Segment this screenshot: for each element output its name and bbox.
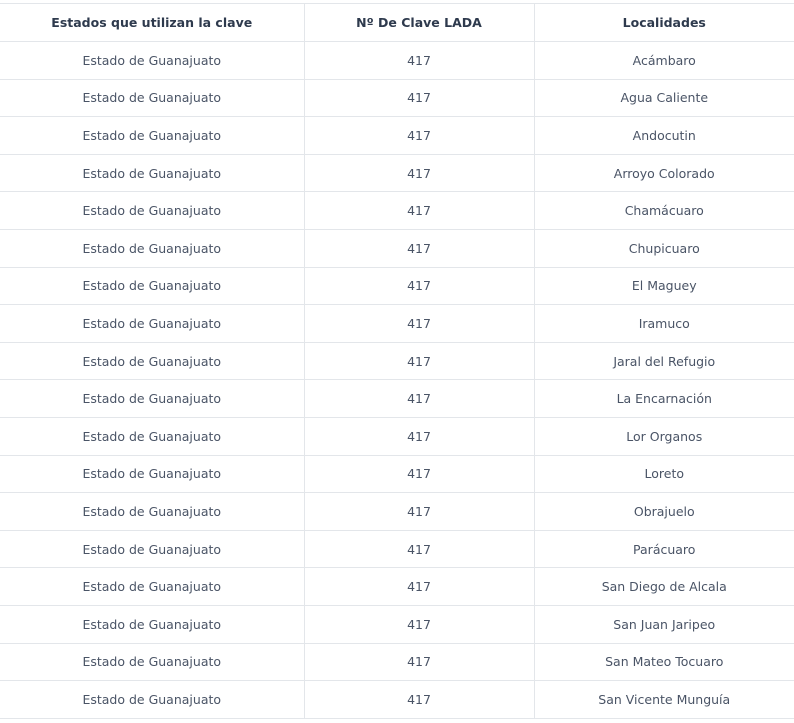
table-row <box>0 605 794 643</box>
cell-state: Estado de Guanajuato <box>0 154 304 192</box>
cell-lada-code: 417 <box>304 530 534 568</box>
table-header <box>0 4 794 42</box>
cell-locality: Andocutin <box>534 117 794 155</box>
cell-state: Estado de Guanajuato <box>0 79 304 117</box>
cell-locality: Loreto <box>534 455 794 493</box>
cell-state: Estado de Guanajuato <box>0 417 304 455</box>
cell-lada-code: 417 <box>304 643 534 681</box>
table-row <box>0 681 794 719</box>
cell-state: Estado de Guanajuato <box>0 305 304 343</box>
table-row <box>0 154 794 192</box>
cell-lada-code: 417 <box>304 493 534 531</box>
cell-state: Estado de Guanajuato <box>0 267 304 305</box>
header-states: Estados que utilizan la clave <box>0 4 304 42</box>
header-row <box>0 4 794 42</box>
cell-locality: Obrajuelo <box>534 493 794 531</box>
cell-state: Estado de Guanajuato <box>0 643 304 681</box>
table-body <box>0 42 794 719</box>
table-row <box>0 568 794 606</box>
cell-lada-code: 417 <box>304 267 534 305</box>
cell-lada-code: 417 <box>304 79 534 117</box>
cell-locality: Lor Organos <box>534 417 794 455</box>
table-row <box>0 455 794 493</box>
table-row <box>0 530 794 568</box>
header-localities: Localidades <box>534 4 794 42</box>
table-row <box>0 342 794 380</box>
cell-state: Estado de Guanajuato <box>0 380 304 418</box>
cell-state: Estado de Guanajuato <box>0 117 304 155</box>
cell-locality: Acámbaro <box>534 42 794 80</box>
cell-state: Estado de Guanajuato <box>0 605 304 643</box>
table-row <box>0 229 794 267</box>
cell-state: Estado de Guanajuato <box>0 455 304 493</box>
header-lada-code: Nº De Clave LADA <box>304 4 534 42</box>
cell-locality: Chupicuaro <box>534 229 794 267</box>
lada-codes-table <box>0 3 794 719</box>
cell-lada-code: 417 <box>304 417 534 455</box>
cell-lada-code: 417 <box>304 681 534 719</box>
cell-lada-code: 417 <box>304 380 534 418</box>
cell-lada-code: 417 <box>304 305 534 343</box>
cell-locality: Jaral del Refugio <box>534 342 794 380</box>
table-row <box>0 417 794 455</box>
cell-lada-code: 417 <box>304 229 534 267</box>
cell-state: Estado de Guanajuato <box>0 530 304 568</box>
cell-locality: Arroyo Colorado <box>534 154 794 192</box>
table-row <box>0 380 794 418</box>
cell-locality: San Diego de Alcala <box>534 568 794 606</box>
table-row <box>0 192 794 230</box>
cell-state: Estado de Guanajuato <box>0 681 304 719</box>
cell-lada-code: 417 <box>304 154 534 192</box>
cell-locality: San Mateo Tocuaro <box>534 643 794 681</box>
cell-lada-code: 417 <box>304 568 534 606</box>
cell-locality: El Maguey <box>534 267 794 305</box>
cell-lada-code: 417 <box>304 455 534 493</box>
table-row <box>0 42 794 80</box>
table-row <box>0 493 794 531</box>
cell-locality: Parácuaro <box>534 530 794 568</box>
cell-locality: Chamácuaro <box>534 192 794 230</box>
cell-lada-code: 417 <box>304 192 534 230</box>
cell-state: Estado de Guanajuato <box>0 192 304 230</box>
cell-lada-code: 417 <box>304 42 534 80</box>
table-row <box>0 267 794 305</box>
cell-lada-code: 417 <box>304 117 534 155</box>
cell-state: Estado de Guanajuato <box>0 229 304 267</box>
cell-locality: Iramuco <box>534 305 794 343</box>
table-row <box>0 79 794 117</box>
table-row <box>0 643 794 681</box>
cell-locality: San Vicente Munguía <box>534 681 794 719</box>
table-row <box>0 305 794 343</box>
table-row <box>0 117 794 155</box>
cell-state: Estado de Guanajuato <box>0 342 304 380</box>
cell-locality: San Juan Jaripeo <box>534 605 794 643</box>
cell-locality: La Encarnación <box>534 380 794 418</box>
cell-lada-code: 417 <box>304 342 534 380</box>
cell-locality: Agua Caliente <box>534 79 794 117</box>
cell-state: Estado de Guanajuato <box>0 42 304 80</box>
cell-lada-code: 417 <box>304 605 534 643</box>
cell-state: Estado de Guanajuato <box>0 568 304 606</box>
cell-state: Estado de Guanajuato <box>0 493 304 531</box>
